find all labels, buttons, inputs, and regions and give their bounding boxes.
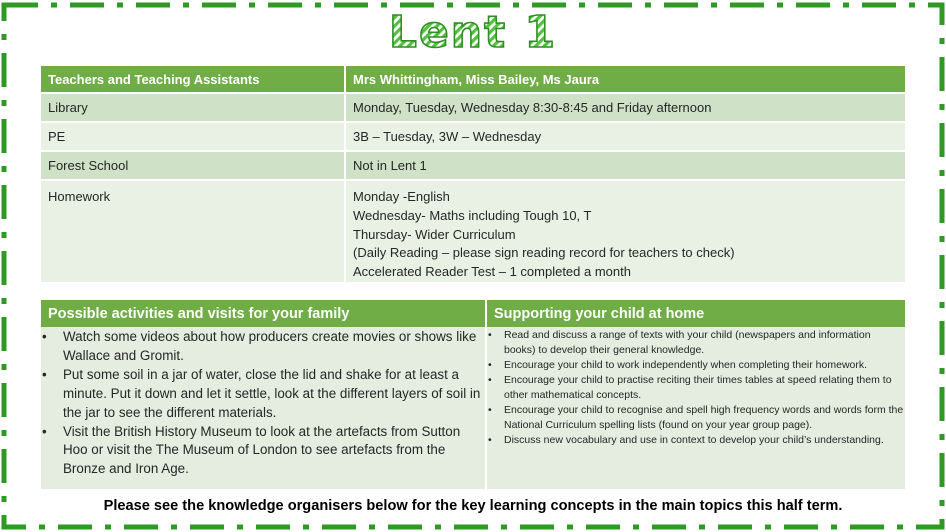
bullet-icon: • bbox=[42, 423, 47, 439]
bullet-icon: • bbox=[488, 359, 492, 371]
support-list bbox=[488, 328, 904, 448]
family-support-table bbox=[41, 300, 905, 489]
footer-note: Please see the knowledge organisers below for the key learning concepts in the main topics this half term. bbox=[103, 498, 843, 514]
info-row-label: PE bbox=[41, 122, 345, 151]
page-title-text: Lent 1 bbox=[388, 7, 558, 58]
homework-line: Thursday- Wider Curriculum bbox=[353, 226, 516, 242]
activities-cell bbox=[41, 327, 486, 489]
list-item bbox=[42, 423, 484, 480]
homework-line: Accelerated Reader Test – 1 completed a month bbox=[353, 264, 631, 280]
activity-text: Visit the British History Museum to look at the artefacts from Sutton Hoo or visit the The Museum of London to see artefacts from the Bronze and Iron Age. bbox=[63, 423, 461, 477]
info-row-value: Monday, Tuesday, Wednesday 8:30-8:45 and Friday afternoon bbox=[345, 93, 905, 122]
support-heading: Supporting your child at home bbox=[486, 300, 905, 327]
info-table-header-row bbox=[41, 66, 905, 93]
support-cell bbox=[486, 327, 905, 489]
info-header-label: Teachers and Teaching Assistants bbox=[41, 66, 345, 93]
info-row-forest-school bbox=[41, 151, 905, 180]
info-row-value: Not in Lent 1 bbox=[345, 151, 905, 180]
info-row-label: Library bbox=[41, 93, 345, 122]
info-row-label: Forest School bbox=[41, 151, 345, 180]
info-row-homework bbox=[41, 180, 905, 283]
list-item bbox=[42, 328, 484, 366]
activity-text: Watch some videos about how producers create movies or shows like Wallace and Gromit. bbox=[63, 329, 477, 363]
homework-line: Wednesday- Maths including Tough 10, T bbox=[353, 207, 592, 223]
bullet-icon: • bbox=[42, 329, 47, 344]
page-title bbox=[0, 2, 946, 58]
info-row-library bbox=[41, 93, 905, 122]
info-header-value: Mrs Whittingham, Miss Bailey, Ms Jaura bbox=[345, 66, 905, 93]
bullet-icon: • bbox=[488, 434, 492, 446]
homework-line: Monday -English bbox=[353, 189, 450, 204]
list-item bbox=[488, 373, 904, 403]
support-text: Read and discuss a range of texts with your child (newspapers and information books) to develop their general knowledge. bbox=[504, 329, 871, 356]
info-row-value: 3B – Tuesday, 3W – Wednesday bbox=[345, 122, 905, 151]
activities-heading: Possible activities and visits for your family bbox=[41, 300, 486, 327]
bullet-icon: • bbox=[42, 366, 47, 382]
list-item bbox=[488, 328, 904, 358]
bullet-icon: • bbox=[488, 329, 492, 341]
support-text: Discuss new vocabulary and use in context to develop your child’s understanding. bbox=[504, 434, 884, 446]
homework-line: (Daily Reading – please sign reading record for teachers to check) bbox=[353, 245, 735, 261]
info-row-label: Homework bbox=[41, 180, 345, 283]
list-item bbox=[488, 358, 904, 373]
info-table bbox=[41, 66, 905, 284]
support-text: Encourage your child to work independently when completing their homework. bbox=[504, 359, 868, 371]
activity-text: Put some soil in a jar of water, close the lid and shake for at least a minute. Put it down and let it settle, look at the different layers of soil in the jar to see the different materials. bbox=[63, 366, 481, 420]
list-item bbox=[488, 403, 904, 433]
info-row-pe bbox=[41, 122, 905, 151]
support-text: Encourage your child to practise reciting their times tables at speed relating them to other mathematical concepts. bbox=[504, 374, 892, 401]
activities-list bbox=[42, 328, 484, 479]
support-text: Encourage your child to recognise and spell high frequency words and words form the National Curriculum spelling lists (found on your year group page). bbox=[504, 404, 904, 431]
family-support-header-row bbox=[41, 300, 905, 327]
list-item bbox=[42, 366, 484, 423]
bullet-icon: • bbox=[488, 404, 492, 416]
bullet-icon: • bbox=[488, 374, 492, 386]
family-support-body-row bbox=[41, 327, 905, 489]
homework-schedule bbox=[345, 180, 905, 283]
list-item bbox=[488, 433, 904, 448]
